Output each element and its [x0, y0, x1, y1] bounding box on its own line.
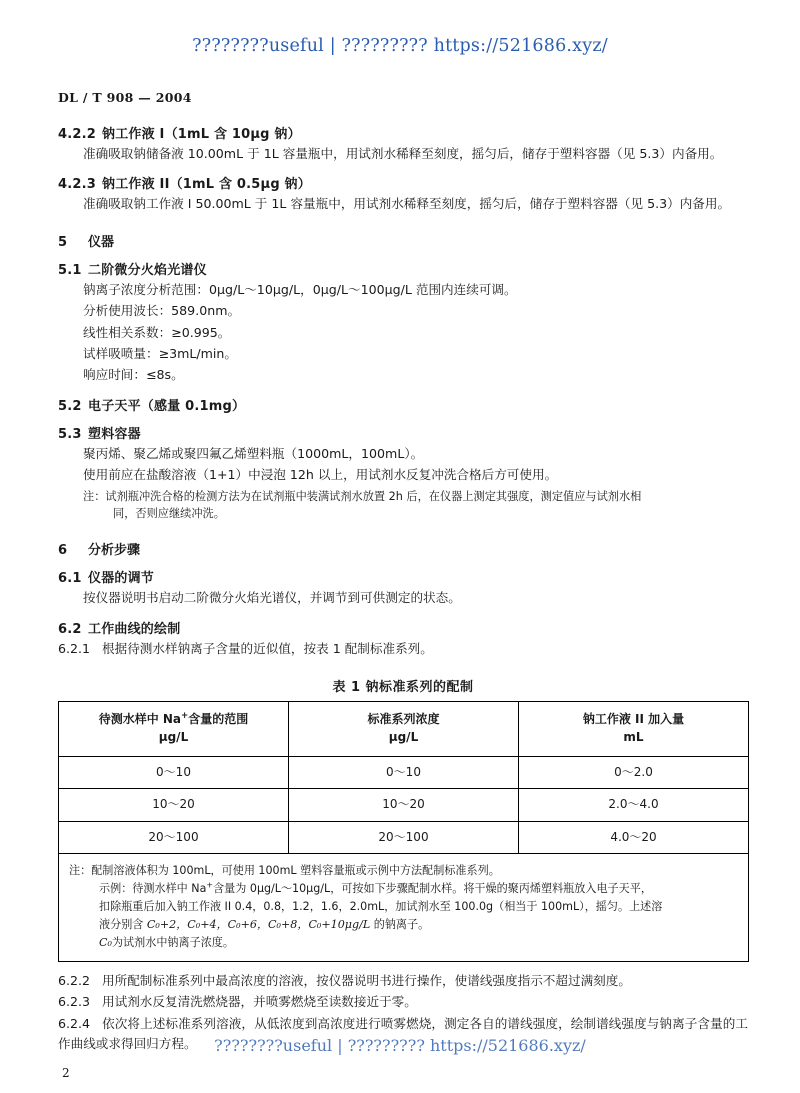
paragraph-number: 6.2.4: [58, 1015, 91, 1031]
note-line-4-pre: 液分别含: [99, 918, 147, 931]
table-header-cell-2: [519, 702, 749, 757]
heading-number: 5.1: [58, 262, 82, 278]
table-header-cell-1: [289, 702, 519, 757]
heading-number: 4.2.3: [58, 177, 97, 193]
header-line-2: μg/L: [158, 729, 189, 744]
section-number: 5: [58, 234, 68, 250]
header-line-1-pre: 钠工作液 II 加入量: [582, 712, 685, 727]
cell-conc-1: 10～20: [289, 789, 519, 821]
table-note-line-1: 注：配制溶液体积为 100mL，可使用 100mL 塑料容量瓶或示例中方法配制标准系列。: [69, 864, 500, 878]
paragraph-6-2-3: [58, 992, 748, 1012]
heading-6-2: [58, 618, 748, 637]
paragraph-text: 用所配制标准系列中最高浓度的溶液，按仪器说明书进行操作，使谱线强度指示不超过满刻度。: [102, 972, 631, 988]
table-note-line-2: [69, 880, 738, 898]
note-line-2-pre: 示例：待测水样中 Na: [99, 882, 207, 896]
note-superscript: +: [206, 880, 214, 890]
header-superscript: +: [181, 711, 189, 722]
spec-line-response-time: 响应时间：≤8s。: [83, 367, 184, 383]
spec-line-wavelength: 分析使用波长：589.0nm。: [83, 303, 241, 319]
table-1-caption: 表 1 钠标准系列的配制: [332, 680, 474, 696]
heading-text: 工作曲线的绘制: [88, 621, 181, 637]
heading-text: 二阶微分火焰光谱仪: [88, 262, 207, 278]
table-header-row: [59, 702, 749, 757]
table-note-row: [59, 854, 749, 962]
heading-5-3: [58, 423, 748, 442]
heading-text: 钠工作液 I（1mL 含 10μg 钠）: [102, 127, 301, 142]
spec-line-spray-rate: 试样吸喷量：≥3mL/min。: [83, 345, 237, 361]
table-1-sodium-standard-series: [58, 701, 749, 962]
section-text: 仪器: [88, 234, 115, 250]
heading-text: 仪器的调节: [88, 571, 155, 587]
header-line-2: mL: [623, 729, 644, 744]
watermark-top: ????????useful | ????????? https://521686.xyz/: [192, 36, 608, 56]
section-number: 6: [58, 543, 68, 559]
header-line-1-pre: 待测水样中 Na: [98, 712, 182, 727]
table-note-line-3: 扣除瓶重后加入钠工作液 II 0.4，0.8，1.2，1.6，2.0mL，加试剂水至 100.0g（相当于 100mL），摇匀。上述溶: [99, 900, 663, 914]
section-title-6: [58, 539, 748, 558]
heading-number: 5.3: [58, 426, 82, 442]
paragraph-6-1: 按仪器说明书启动二阶微分火焰光谱仪，并调节到可供测定的状态。: [83, 590, 461, 606]
heading-5-1: [58, 259, 748, 278]
heading-text: 电子天平（感量 0.1mg）: [88, 398, 246, 414]
plastic-container-line-1: 聚丙烯、聚乙烯或聚四氟乙烯塑料瓶（1000mL，100mL）。: [83, 445, 424, 461]
table-header-cell-0: [59, 702, 289, 757]
heading-number: 6.1: [58, 571, 82, 587]
note-body: 试剂瓶冲洗合格的检测方法为在试剂瓶中装满试剂水放置 2h 后，在仪器上测定其强度，测定值应与试剂水相: [105, 489, 642, 503]
paragraph-6-2-1: [58, 639, 748, 659]
note-line-4-terms: C₀+2，C₀+4，C₀+6，C₀+8，C₀+10μg/L: [146, 918, 371, 931]
heading-5-2: [58, 395, 748, 414]
cell-volume-0: 0～2.0: [519, 756, 749, 788]
table-row: [59, 821, 749, 853]
heading-4-2-3: [58, 173, 748, 192]
heading-text: 塑料容器: [88, 426, 141, 442]
note-5-3: [58, 488, 748, 524]
heading-4-2-2: [58, 123, 748, 142]
standard-id: DL / T 908 — 2004: [58, 90, 192, 105]
section-title-5: [58, 231, 748, 250]
paragraph-text: 依次将上述标准系列溶液，从低浓度到高浓度进行喷雾燃烧，测定各自的谱线强度，绘制谱线强度与钠离子含量的工作曲线或求得回归方程。: [58, 1015, 748, 1052]
note-body-continued: 同，否则应继续冲洗。: [113, 507, 225, 521]
cell-volume-1: 2.0～4.0: [519, 789, 749, 821]
note-line-5-symbol: C₀: [99, 935, 112, 949]
cell-range-2: 20～100: [59, 821, 289, 853]
heading-number: 6.2: [58, 621, 82, 637]
paragraph-number: 6.2.3: [58, 994, 91, 1010]
note-line-2-post: 含量为 0μg/L～10μg/L，可按如下步骤配制水样。将干燥的聚丙烯塑料瓶放入电子天平，: [213, 882, 652, 896]
table-note-line-4: [69, 916, 738, 934]
table-note-line-5: [69, 934, 738, 952]
header-line-1-post: 含量的范围: [188, 712, 249, 727]
table-row: [59, 756, 749, 788]
heading-number: 4.2.2: [58, 127, 97, 142]
paragraph-6-2-4: [58, 1014, 748, 1055]
spec-line-range: 钠离子浓度分析范围：0μg/L～10μg/L，0μg/L～100μg/L 范围内连续可调。: [83, 281, 517, 297]
heading-number: 5.2: [58, 398, 82, 414]
table-1-note: [59, 854, 749, 962]
watermark-bottom: ????????useful | ????????? https://521686.xyz/: [214, 1036, 586, 1055]
paragraph-text: 根据待测水样钠离子含量的近似值，按表 1 配制标准系列。: [102, 640, 433, 656]
plastic-container-line-2: 使用前应在盐酸溶液（1+1）中浸泡 12h 以上，用试剂水反复冲洗合格后方可使用。: [83, 467, 558, 483]
table-row: [59, 789, 749, 821]
heading-6-1: [58, 567, 748, 586]
cell-range-1: 10～20: [59, 789, 289, 821]
header-line-1-pre: 标准系列浓度: [367, 712, 440, 727]
cell-conc-0: 0～10: [289, 756, 519, 788]
note-line-4-post: 的钠离子。: [370, 918, 430, 931]
paragraph-6-2-2: [58, 971, 748, 991]
section-text: 分析步骤: [88, 543, 141, 559]
paragraph-number: 6.2.2: [58, 972, 91, 988]
note-line-5-post: 为试剂水中钠离子浓度。: [111, 935, 234, 949]
paragraph-text: 用试剂水反复清洗燃烧器，并喷雾燃烧至读数接近于零。: [102, 994, 417, 1010]
heading-text: 钠工作液 II（1mL 含 0.5μg 钠）: [102, 177, 311, 193]
header-line-2: μg/L: [388, 729, 419, 744]
paragraph-4-2-2: 准确吸取钠储备液 10.00mL 于 1L 容量瓶中，用试剂水稀释至刻度，摇匀后，储存于塑料容器（见 5.3）内备用。: [83, 146, 723, 161]
cell-volume-2: 4.0～20: [519, 821, 749, 853]
cell-conc-2: 20～100: [289, 821, 519, 853]
paragraph-number: 6.2.1: [58, 640, 91, 656]
cell-range-0: 0～10: [59, 756, 289, 788]
note-label: 注：: [83, 489, 106, 503]
paragraph-4-2-3: 准确吸取钠工作液 I 50.00mL 于 1L 容量瓶中，用试剂水稀释至刻度，摇匀后，储存于塑料容器（见 5.3）内备用。: [83, 196, 731, 212]
spec-line-correlation: 线性相关系数：≥0.995。: [83, 324, 231, 340]
page-number: 2: [62, 1066, 70, 1080]
document-content: [58, 90, 748, 1056]
